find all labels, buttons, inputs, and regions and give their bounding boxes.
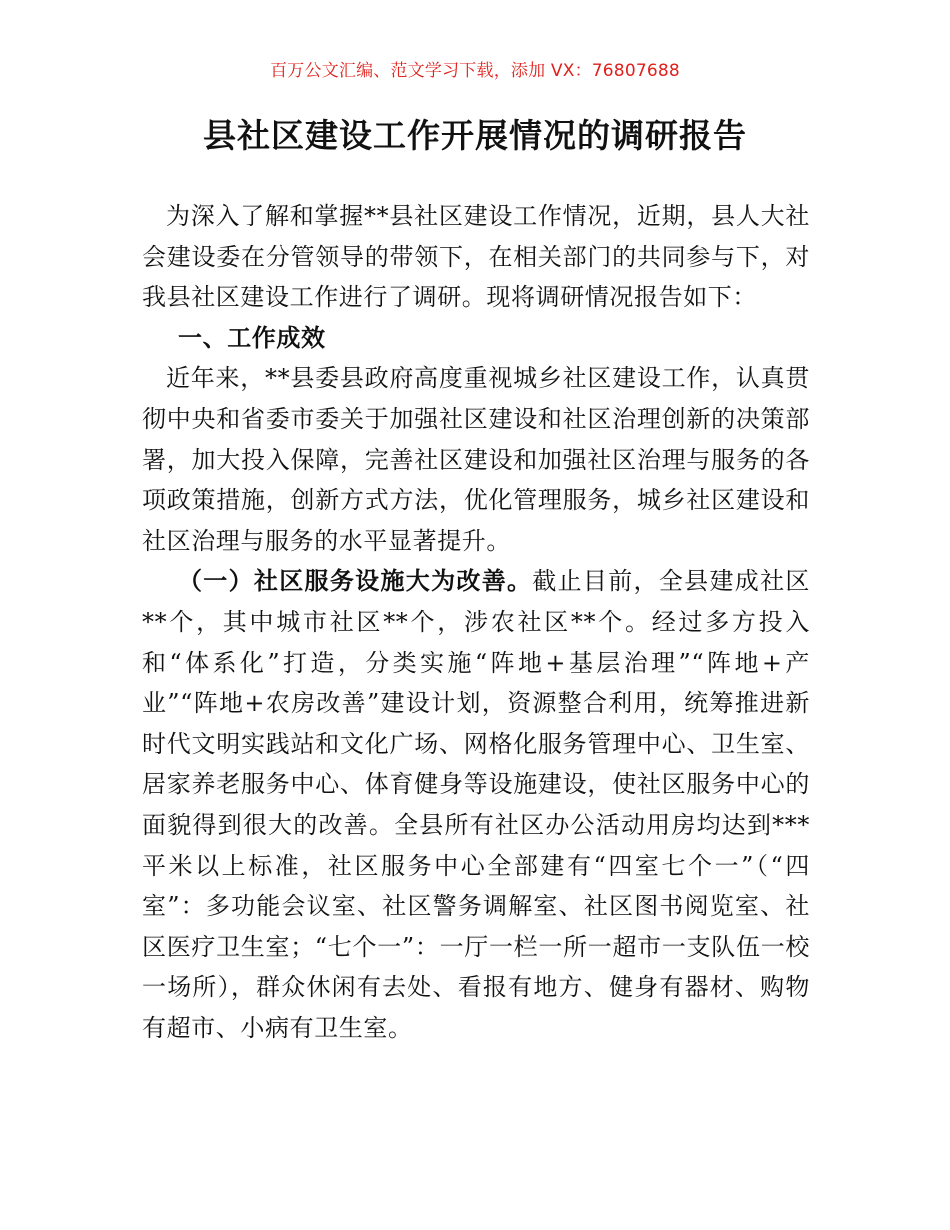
document-title: 县社区建设工作开展情况的调研报告 — [203, 116, 747, 155]
intro-paragraph: 为深入了解和掌握**县社区建设工作情况，近期，县人大社会建设委在分管领导的带领下，在相关部门的共同参与下，对我县社区建设工作进行了调研。现将调研情况报告如下： — [142, 202, 810, 312]
section-paragraph: 近年来，**县委县政府高度重视城乡社区建设工作，认真贯彻中央和省委市委关于加强社区建设和社区治理创新的决策部署，加大投入保障，完善社区建设和加强社区治理与服务的各项政策措施，创新方式方法，优化管理服务，城乡社区建设和社区治理与服务的水平显著提升。 — [142, 364, 810, 555]
header-watermark-note: 百万公文汇编、范文学习下载，添加 VX：76807688 — [270, 61, 680, 81]
subsection-heading: （一）社区服务设施大为改善。 — [178, 567, 533, 596]
subsection-paragraph — [142, 561, 810, 1048]
document-body — [142, 196, 810, 1048]
section-heading: 一、工作成效 — [178, 323, 326, 352]
subsection-text: 截止目前，全县建成社区**个，其中城市社区**个，涉农社区**个。经过多方投入和“体系化”打造，分类实施“阵地+基层治理”“阵地+产业”“阵地+农房改善”建设计划，资源整合利用，统筹推进新时代文明实践站和文化广场、网格化服务管理中心、卫生室、居家养老服务中心、体育健身等设施建设，使社区服务中心的面貌得到很大的改善。全县所有社区办公活动用房均达到***平米以上标准，社区服务中心全部建有“四室七个一”（“四室”：多功能会议室、社区警务调解室、社区图书阅览室、社区医疗卫生室；“七个一”：一厅一栏一所一超市一支队伍一校一场所），群众休闲有去处、看报有地方、健身有器材、购物有超市、小病有卫生室。 — [142, 567, 810, 1042]
